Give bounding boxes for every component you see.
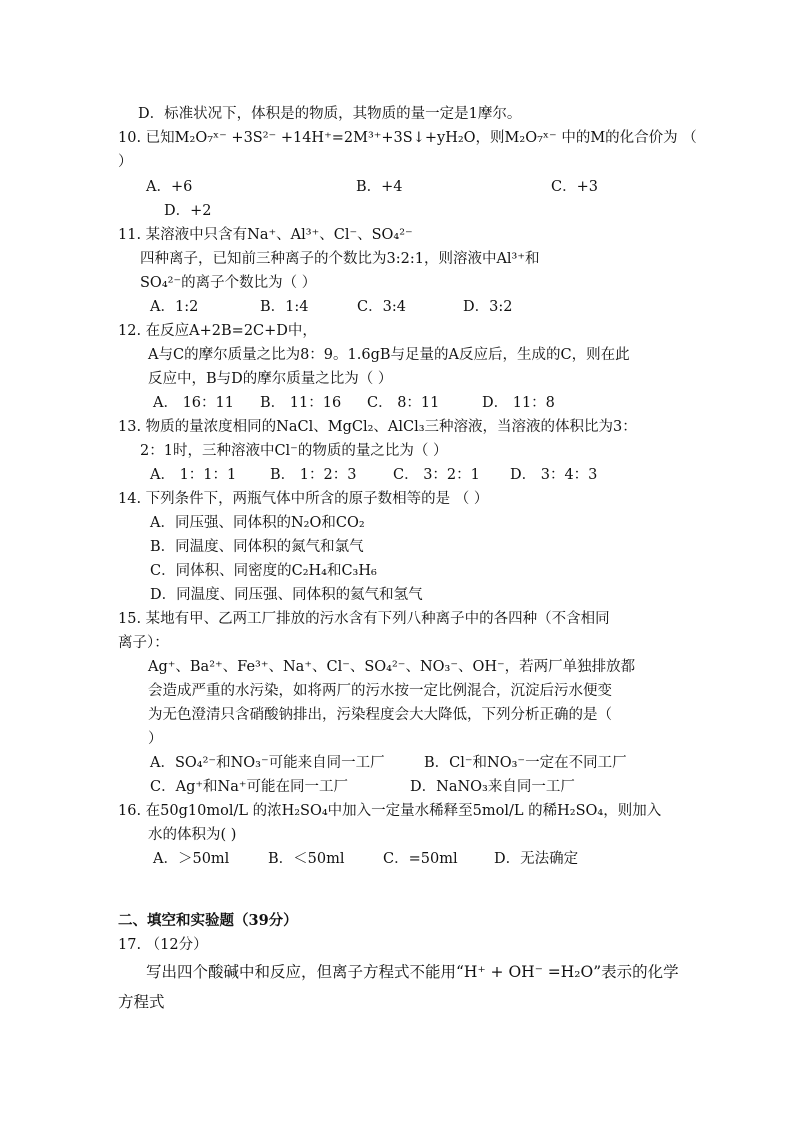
q12-option-b: B． 11：16	[260, 395, 342, 411]
q11-option-d: D．3:2	[463, 299, 513, 315]
q13-stem-line2: 2：1时，三种溶液中Cl⁻的物质的量之比为（ ）	[140, 443, 448, 459]
q15-stem-line4: 会造成严重的水污染，如将两厂的污水按一定比例混合，沉淀后污水便变	[148, 683, 612, 699]
section-heading: 二、填空和实验题（39分）	[118, 912, 298, 929]
q12-option-d: D． 11：8	[482, 395, 555, 411]
q15-option-b: B．Cl⁻和NO₃⁻一定在不同工厂	[424, 755, 627, 771]
q10-option-a: A．+6	[146, 179, 193, 195]
q16-option-b: B．＜50ml	[268, 851, 345, 867]
q16-stem-line2: 水的体积为( )	[148, 827, 237, 843]
q11-option-b: B．1:4	[260, 299, 309, 315]
q12-stem-line2: A与C的摩尔质量之比为8：9。1.6gB与足量的A反应后，生成的C，则在此	[148, 347, 630, 363]
q12-stem-line3: 反应中，B与D的摩尔质量之比为（ ）	[148, 371, 393, 387]
q13-option-d: D． 3：4：3	[510, 467, 598, 483]
q14-option-c: C．同体积、同密度的C₂H₄和C₃H₆	[150, 563, 377, 579]
q15-stem-line3: Ag⁺、Ba²⁺、Fe³⁺、Na⁺、Cl⁻、SO₄²⁻、NO₃⁻、OH⁻，若两厂单独排放都	[148, 659, 636, 675]
q11-stem-line3: SO₄²⁻的离子个数比为（ ）	[140, 275, 317, 291]
q15-stem-line5: 为无色澄清只含硝酸钠排出，污染程度会大大降低，下列分析正确的是（	[148, 707, 612, 723]
q14-option-a: A．同压强、同体积的N₂O和CO₂	[150, 515, 365, 531]
q15-option-d: D．NaNO₃来自同一工厂	[410, 779, 575, 795]
q12-option-c: C． 8：11	[367, 395, 440, 411]
q15-option-c: C．Ag⁺和Na⁺可能在同一工厂	[150, 779, 348, 795]
q17-stem-line2: 写出四个酸碱中和反应，但离子方程式不能用“H⁺ + OH⁻ =H₂O”表示的化学	[146, 963, 679, 981]
q14-option-b: B．同温度、同体积的氮气和氯气	[150, 539, 364, 555]
q12-option-a: A． 16：11	[153, 395, 234, 411]
q12-stem-line1: 12. 在反应A+2B=2C+D中，	[118, 323, 317, 339]
q16-option-d: D．无法确定	[494, 851, 579, 867]
q14-stem-line1: 14. 下列条件下，两瓶气体中所含的原子数相等的是 （ ）	[118, 491, 489, 507]
q9-option-d: D．标准状况下，体积是的物质，其物质的量一定是1摩尔。	[138, 106, 522, 122]
q14-option-d: D．同温度、同压强、同体积的氦气和氢气	[150, 587, 423, 603]
q15-stem-line1: 15. 某地有甲、乙两工厂排放的污水含有下列八种离子中的各四种（不含相同	[118, 611, 610, 627]
q10-stem-line2: ）	[118, 154, 133, 170]
q13-option-b: B． 1：2：3	[270, 467, 357, 483]
q17-stem-line3: 方程式	[118, 993, 165, 1011]
q11-stem-line1: 11. 某溶液中只含有Na⁺、Al³⁺、Cl⁻、SO₄²⁻	[118, 227, 413, 243]
q17-stem-line1: 17. （12分）	[118, 937, 208, 953]
q10-stem-line1: 10. 已知M₂O₇ˣ⁻ +3S²⁻ +14H⁺=2M³⁺+3S↓+yH₂O，则M₂O₇ˣ⁻ 中的M的化合价为 （	[118, 130, 697, 146]
q10-option-b: B．+4	[356, 179, 403, 195]
q15-stem-line6: ）	[148, 731, 163, 747]
q11-stem-line2: 四种离子，已知前三种离子的个数比为3:2:1，则溶液中Al³⁺和	[140, 251, 540, 267]
q13-stem-line1: 13. 物质的量浓度相同的NaCl、MgCl₂、AlCl₃三种溶液，当溶液的体积比为3：	[118, 419, 637, 435]
q13-option-c: C． 3：2：1	[393, 467, 480, 483]
q15-option-a: A．SO₄²⁻和NO₃⁻可能来自同一工厂	[150, 755, 385, 771]
q15-stem-line2: 离子）：	[118, 635, 169, 651]
q16-option-c: C．=50ml	[383, 851, 458, 867]
q16-option-a: A．＞50ml	[153, 851, 230, 867]
q13-option-a: A． 1：1：1	[150, 467, 237, 483]
q10-option-d: D．+2	[164, 203, 212, 219]
q10-option-c: C．+3	[551, 179, 598, 195]
q11-option-a: A．1:2	[150, 299, 199, 315]
q11-option-c: C．3:4	[357, 299, 406, 315]
q16-stem-line1: 16. 在50g10mol/L 的浓H₂SO₄中加入一定量水稀释至5mol/L 的稀H₂SO₄，则加入	[118, 803, 662, 819]
